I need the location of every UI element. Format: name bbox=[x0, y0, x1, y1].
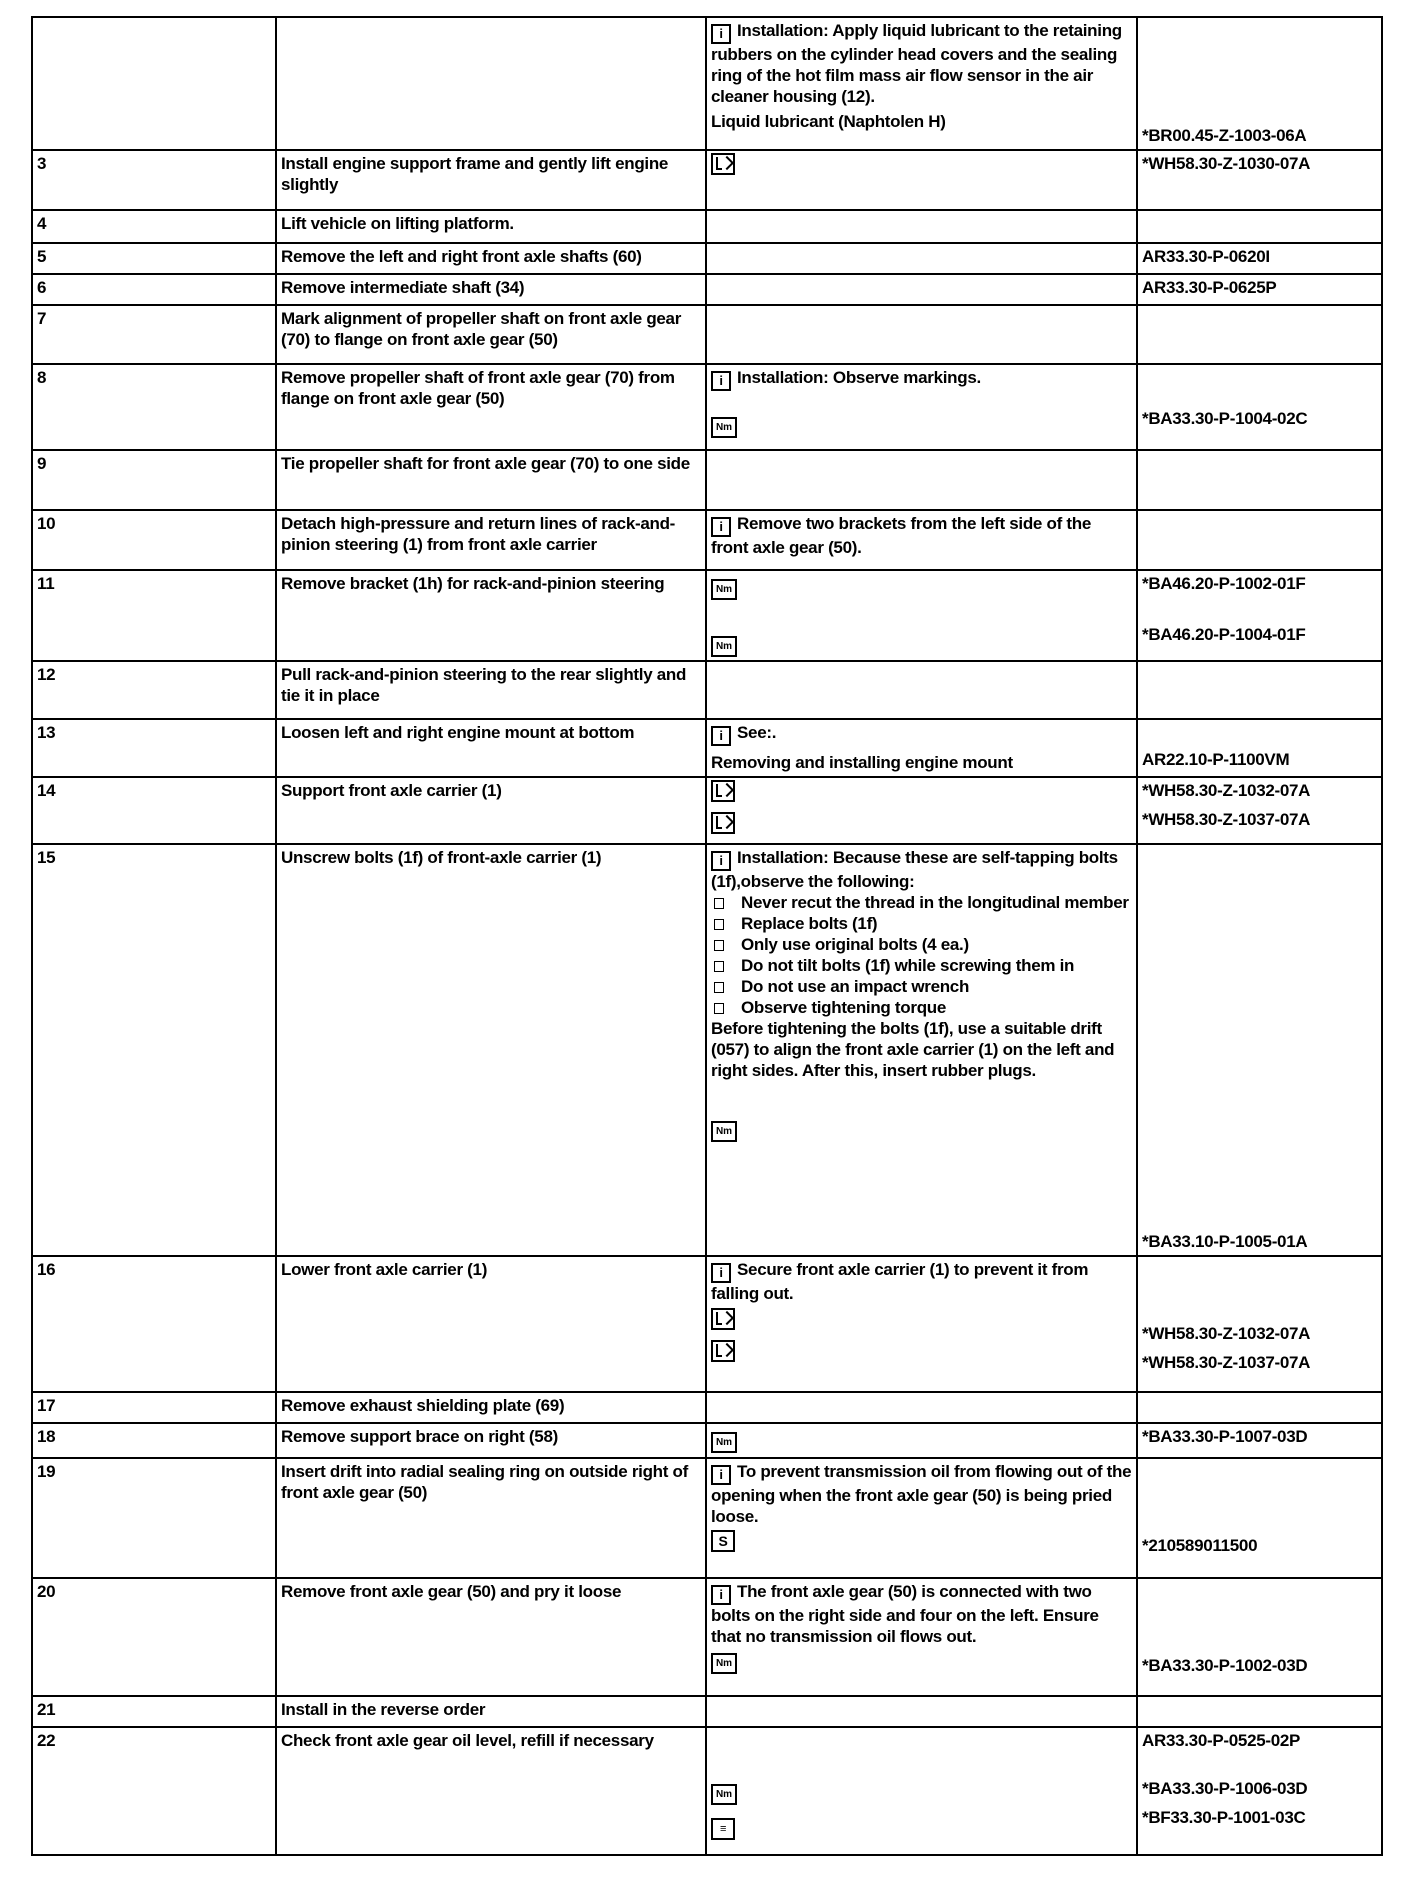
reference-link[interactable]: *BA46.20-P-1002-01F bbox=[1142, 574, 1306, 593]
torque-nm-icon: Nm bbox=[711, 579, 737, 600]
note-text: Secure front axle carrier (1) to prevent it from falling out. bbox=[711, 1260, 1089, 1303]
step-description: Mark alignment of propeller shaft on front axle gear (70) to flange on front axle gear (50) bbox=[276, 305, 706, 364]
step-notes bbox=[706, 570, 1137, 661]
info-icon: i bbox=[711, 726, 731, 746]
step-description bbox=[276, 17, 706, 150]
table-row bbox=[32, 719, 1382, 777]
reference-link[interactable]: *WH58.30-Z-1030-07A bbox=[1142, 154, 1311, 173]
reference-cell bbox=[1137, 243, 1382, 274]
reference-cell bbox=[1137, 1256, 1382, 1392]
list-item: Do not tilt bolts (1f) while screwing them in bbox=[711, 955, 1132, 976]
table-row bbox=[32, 1423, 1382, 1458]
reference-cell bbox=[1137, 17, 1382, 150]
reference-cell bbox=[1137, 1392, 1382, 1423]
step-number: 18 bbox=[32, 1423, 276, 1458]
reference-link[interactable]: *WH58.30-Z-1032-07A bbox=[1142, 781, 1311, 800]
step-number: 15 bbox=[32, 844, 276, 1256]
step-number: 3 bbox=[32, 150, 276, 210]
info-icon: i bbox=[711, 1465, 731, 1485]
workshop-equipment-icon bbox=[711, 780, 735, 802]
step-number: 11 bbox=[32, 570, 276, 661]
reference-cell bbox=[1137, 1458, 1382, 1578]
step-description: Remove the left and right front axle shafts (60) bbox=[276, 243, 706, 274]
step-number: 22 bbox=[32, 1727, 276, 1855]
step-notes bbox=[706, 150, 1137, 210]
step-notes bbox=[706, 1392, 1137, 1423]
step-description: Remove propeller shaft of front axle gear (70) from flange on front axle gear (50) bbox=[276, 364, 706, 450]
table-row bbox=[32, 1256, 1382, 1392]
step-number: 4 bbox=[32, 210, 276, 243]
step-notes bbox=[706, 243, 1137, 274]
step-notes bbox=[706, 210, 1137, 243]
step-number: 6 bbox=[32, 274, 276, 305]
info-icon: i bbox=[711, 851, 731, 871]
note-link[interactable]: Removing and installing engine mount bbox=[711, 753, 1013, 772]
workshop-equipment-icon bbox=[711, 153, 735, 175]
step-notes bbox=[706, 1423, 1137, 1458]
step-number: 16 bbox=[32, 1256, 276, 1392]
workshop-equipment-icon bbox=[711, 1308, 735, 1330]
reference-cell bbox=[1137, 777, 1382, 844]
step-notes bbox=[706, 1727, 1137, 1855]
list-item: Only use original bolts (4 ea.) bbox=[711, 934, 1132, 955]
step-notes bbox=[706, 274, 1137, 305]
step-notes bbox=[706, 1256, 1137, 1392]
step-description: Insert drift into radial sealing ring on outside right of front axle gear (50) bbox=[276, 1458, 706, 1578]
table-row bbox=[32, 150, 1382, 210]
reference-cell bbox=[1137, 719, 1382, 777]
table-row bbox=[32, 450, 1382, 510]
workshop-equipment-icon bbox=[711, 812, 735, 834]
step-number: 20 bbox=[32, 1578, 276, 1696]
table-row bbox=[32, 1696, 1382, 1727]
table-row bbox=[32, 510, 1382, 570]
reference-link[interactable]: *BR00.45-Z-1003-06A bbox=[1142, 126, 1307, 145]
step-description: Remove support brace on right (58) bbox=[276, 1423, 706, 1458]
step-number: 10 bbox=[32, 510, 276, 570]
reference-link[interactable]: AR33.30-P-0625P bbox=[1142, 278, 1277, 297]
reference-cell bbox=[1137, 150, 1382, 210]
torque-nm-icon: Nm bbox=[711, 636, 737, 657]
reference-link[interactable]: *BA33.30-P-1007-03D bbox=[1142, 1427, 1308, 1446]
step-notes bbox=[706, 305, 1137, 364]
step-number bbox=[32, 17, 276, 150]
table-row bbox=[32, 570, 1382, 661]
bullet-list bbox=[711, 892, 1132, 1018]
table-row bbox=[32, 210, 1382, 243]
reference-cell bbox=[1137, 1696, 1382, 1727]
step-number: 21 bbox=[32, 1696, 276, 1727]
info-icon: i bbox=[711, 1263, 731, 1283]
step-number: 19 bbox=[32, 1458, 276, 1578]
table-row bbox=[32, 305, 1382, 364]
step-description: Remove bracket (1h) for rack-and-pinion steering bbox=[276, 570, 706, 661]
reference-link[interactable]: *BA33.10-P-1005-01A bbox=[1142, 1232, 1308, 1251]
step-notes bbox=[706, 1458, 1137, 1578]
torque-nm-icon: Nm bbox=[711, 1121, 737, 1142]
info-icon: i bbox=[711, 371, 731, 391]
step-notes bbox=[706, 450, 1137, 510]
reference-cell bbox=[1137, 661, 1382, 719]
reference-cell bbox=[1137, 844, 1382, 1256]
list-item: Replace bolts (1f) bbox=[711, 913, 1132, 934]
step-number: 14 bbox=[32, 777, 276, 844]
step-description: Lift vehicle on lifting platform. bbox=[276, 210, 706, 243]
step-notes bbox=[706, 1696, 1137, 1727]
reference-link[interactable]: *WH58.30-Z-1032-07A bbox=[1142, 1324, 1311, 1343]
reference-cell bbox=[1137, 305, 1382, 364]
note-text: The front axle gear (50) is connected with two bolts on the right side and four on the left. Ensure that no transmission oil flows out. bbox=[711, 1582, 1099, 1646]
step-notes bbox=[706, 17, 1137, 150]
step-description: Loosen left and right engine mount at bottom bbox=[276, 719, 706, 777]
step-description: Support front axle carrier (1) bbox=[276, 777, 706, 844]
torque-nm-icon: Nm bbox=[711, 417, 737, 438]
special-tool-icon: S bbox=[711, 1530, 735, 1552]
step-number: 17 bbox=[32, 1392, 276, 1423]
table-row bbox=[32, 364, 1382, 450]
reference-cell bbox=[1137, 274, 1382, 305]
reference-link[interactable]: *WH58.30-Z-1037-07A bbox=[1142, 1353, 1311, 1372]
step-notes bbox=[706, 661, 1137, 719]
torque-nm-icon: Nm bbox=[711, 1653, 737, 1674]
table-row bbox=[32, 661, 1382, 719]
step-description: Detach high-pressure and return lines of rack-and-pinion steering (1) from front axle carrier bbox=[276, 510, 706, 570]
info-icon: i bbox=[711, 24, 731, 44]
reference-cell bbox=[1137, 510, 1382, 570]
list-item: Observe tightening torque bbox=[711, 997, 1132, 1018]
workshop-equipment-icon bbox=[711, 1340, 735, 1362]
table-row bbox=[32, 1578, 1382, 1696]
step-description: Install engine support frame and gently lift engine slightly bbox=[276, 150, 706, 210]
reference-link[interactable]: AR22.10-P-1100VM bbox=[1142, 750, 1290, 769]
step-number: 7 bbox=[32, 305, 276, 364]
reference-cell bbox=[1137, 364, 1382, 450]
step-description: Tie propeller shaft for front axle gear (70) to one side bbox=[276, 450, 706, 510]
reference-link[interactable]: *BA33.30-P-1006-03D bbox=[1142, 1779, 1308, 1798]
torque-nm-icon: Nm bbox=[711, 1432, 737, 1453]
note-text: Installation: Apply liquid lubricant to the retaining rubbers on the cylinder head covers and the sealing ring of the hot film mass air flow sensor in the air cleaner housing (12). bbox=[711, 21, 1122, 106]
reference-link[interactable]: AR33.30-P-0620I bbox=[1142, 247, 1270, 266]
reference-cell bbox=[1137, 570, 1382, 661]
note-text: Installation: Because these are self-tapping bolts (1f),observe the following: bbox=[711, 848, 1118, 891]
table-row bbox=[32, 1727, 1382, 1855]
step-description: Lower front axle carrier (1) bbox=[276, 1256, 706, 1392]
reference-link[interactable]: *BA33.30-P-1002-03D bbox=[1142, 1656, 1308, 1675]
table-row bbox=[32, 844, 1382, 1256]
list-item: Never recut the thread in the longitudinal member bbox=[711, 892, 1132, 913]
table-row bbox=[32, 1392, 1382, 1423]
step-number: 13 bbox=[32, 719, 276, 777]
note-text: To prevent transmission oil from flowing out of the opening when the front axle gear (50) is being pried loose. bbox=[711, 1462, 1132, 1526]
note-text: Before tightening the bolts (1f), use a suitable drift (057) to align the front axle carrier (1) on the left and right sides. After this, insert rubber plugs. bbox=[711, 1019, 1115, 1080]
torque-nm-icon: Nm bbox=[711, 1784, 737, 1805]
step-notes bbox=[706, 844, 1137, 1256]
step-description: Unscrew bolts (1f) of front-axle carrier (1) bbox=[276, 844, 706, 1256]
step-description: Remove exhaust shielding plate (69) bbox=[276, 1392, 706, 1423]
table-row bbox=[32, 17, 1382, 150]
reference-link[interactable]: *BA46.20-P-1004-01F bbox=[1142, 625, 1306, 644]
step-notes bbox=[706, 719, 1137, 777]
step-number: 9 bbox=[32, 450, 276, 510]
reference-link[interactable]: *WH58.30-Z-1037-07A bbox=[1142, 810, 1311, 829]
list-item: Do not use an impact wrench bbox=[711, 976, 1132, 997]
note-text: Remove two brackets from the left side of the front axle gear (50). bbox=[711, 514, 1091, 557]
step-description: Remove front axle gear (50) and pry it loose bbox=[276, 1578, 706, 1696]
reference-cell bbox=[1137, 210, 1382, 243]
table-row bbox=[32, 243, 1382, 274]
step-notes bbox=[706, 510, 1137, 570]
reference-link[interactable]: *BA33.30-P-1004-02C bbox=[1142, 409, 1308, 428]
step-description: Check front axle gear oil level, refill if necessary bbox=[276, 1727, 706, 1855]
data-table-icon: ≡ bbox=[711, 1818, 735, 1840]
reference-cell bbox=[1137, 1578, 1382, 1696]
step-notes bbox=[706, 1578, 1137, 1696]
step-number: 12 bbox=[32, 661, 276, 719]
table-row bbox=[32, 1458, 1382, 1578]
reference-link[interactable]: *210589011500 bbox=[1142, 1536, 1258, 1555]
step-description: Remove intermediate shaft (34) bbox=[276, 274, 706, 305]
reference-link[interactable]: AR33.30-P-0525-02P bbox=[1142, 1731, 1301, 1750]
note-text: See:. bbox=[737, 723, 777, 742]
step-description: Pull rack-and-pinion steering to the rear slightly and tie it in place bbox=[276, 661, 706, 719]
note-text: Installation: Observe markings. bbox=[737, 368, 981, 387]
step-description: Install in the reverse order bbox=[276, 1696, 706, 1727]
reference-cell bbox=[1137, 450, 1382, 510]
reference-cell bbox=[1137, 1423, 1382, 1458]
table-row bbox=[32, 777, 1382, 844]
reference-link[interactable]: *BF33.30-P-1001-03C bbox=[1142, 1808, 1306, 1827]
note-text: Liquid lubricant (Naphtolen H) bbox=[711, 112, 946, 131]
table-row bbox=[32, 274, 1382, 305]
procedure-table bbox=[31, 16, 1383, 1856]
step-number: 8 bbox=[32, 364, 276, 450]
step-number: 5 bbox=[32, 243, 276, 274]
reference-cell bbox=[1137, 1727, 1382, 1855]
info-icon: i bbox=[711, 517, 731, 537]
step-notes bbox=[706, 364, 1137, 450]
step-notes bbox=[706, 777, 1137, 844]
info-icon: i bbox=[711, 1585, 731, 1605]
